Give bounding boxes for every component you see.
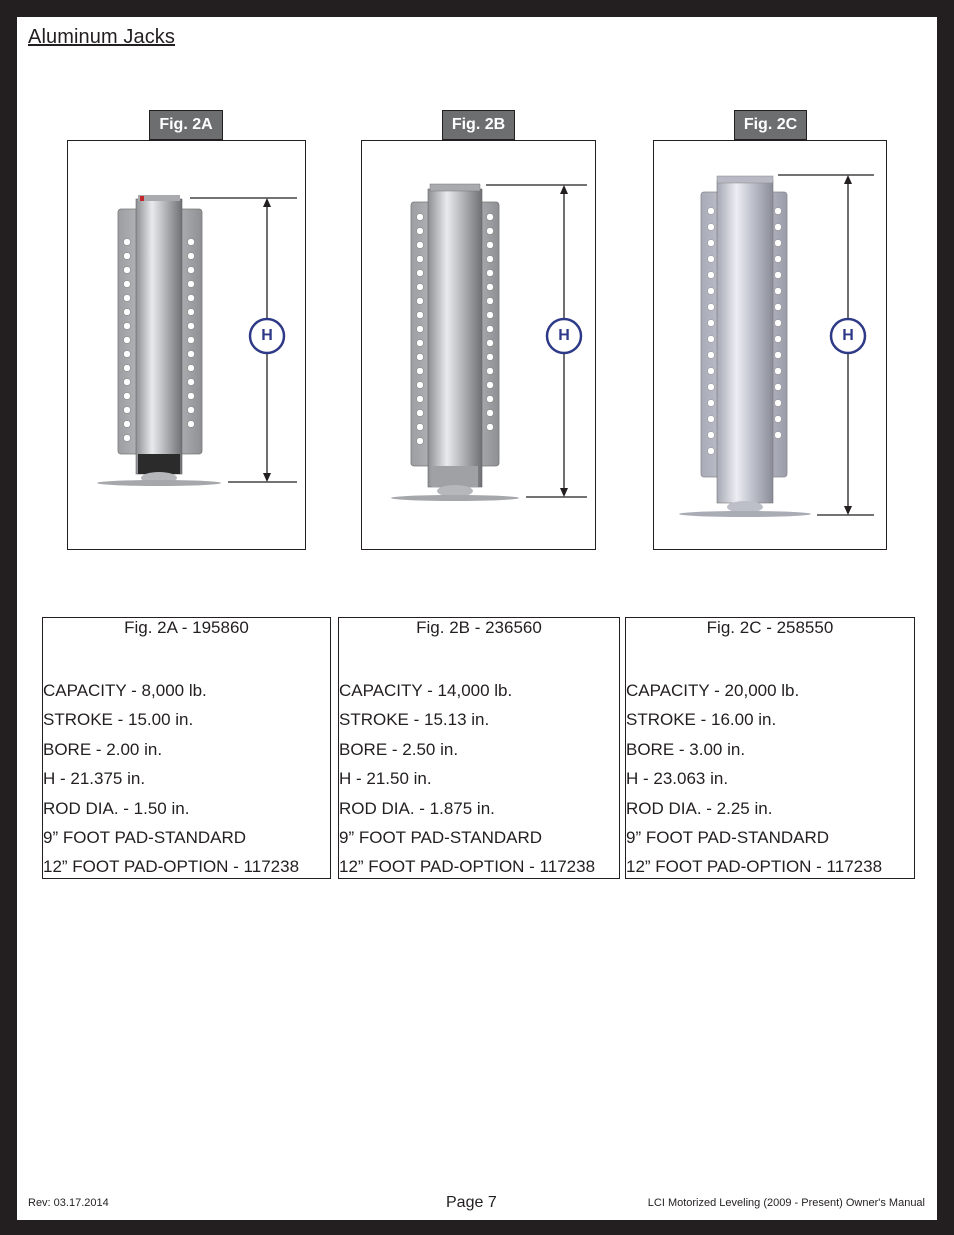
fig-2a-label: Fig. 2A [149,110,223,140]
spec-foot-pad-option: 12” FOOT PAD-OPTION - 117238 [626,857,883,877]
fig-2b-image [361,140,596,550]
h-dimension-marker: H [558,327,570,344]
fig-2a-image [67,140,306,550]
spec-list [339,676,619,882]
spec-rod-diameter: ROD DIA. - 1.50 in. [43,798,190,818]
spec-rod-diameter: ROD DIA. - 1.875 in. [339,798,495,818]
revision-date: Rev: 03.17.2014 [28,1197,109,1209]
spec-title: Fig. 2A - 195860 [124,618,249,637]
spec-height: H - 21.50 in. [339,769,432,789]
spec-capacity: CAPACITY - 8,000 lb. [43,681,207,700]
manual-title: LCI Motorized Leveling (2009 - Present) Owner's Manual [647,1197,925,1209]
spec-capacity: CAPACITY - 20,000 lb. [626,681,800,700]
spec-title: Fig. 2B - 236560 [416,618,542,637]
fig-2c-image [653,140,887,550]
jack-illustration-2a [68,141,306,550]
page-title: Aluminum Jacks [28,26,175,48]
h-dimension-marker: H [842,327,854,344]
spec-capacity: CAPACITY - 14,000 lb. [339,681,513,700]
page-number: Page 7 [446,1194,497,1211]
fig-2b-label: Fig. 2B [442,110,515,140]
spec-title: Fig. 2C - 258550 [706,618,834,637]
spec-stroke: STROKE - 15.13 in. [339,710,490,730]
spec-foot-pad-standard: 9” FOOT PAD-STANDARD [43,827,247,847]
spec-foot-pad-option: 12” FOOT PAD-OPTION - 117238 [339,857,596,877]
spec-bore: BORE - 2.50 in. [339,739,459,759]
spec-table-2a [42,617,331,879]
spec-foot-pad-standard: 9” FOOT PAD-STANDARD [626,827,830,847]
spec-height: H - 23.063 in. [626,769,729,789]
spec-stroke: STROKE - 16.00 in. [626,710,777,730]
spec-rod-diameter: ROD DIA. - 2.25 in. [626,798,773,818]
spec-table-2c [625,617,915,879]
spec-stroke: STROKE - 15.00 in. [43,710,194,730]
spec-height: H - 21.375 in. [43,769,146,789]
spec-bore: BORE - 3.00 in. [626,739,746,759]
spec-list [43,676,330,882]
spec-bore: BORE - 2.00 in. [43,739,163,759]
jack-illustration-2b [362,141,596,550]
fig-2c-label: Fig. 2C [734,110,807,140]
spec-list [626,676,914,882]
spec-table-2b [338,617,620,879]
h-dimension-marker: H [261,327,273,344]
jack-illustration-2c [654,141,887,550]
spec-foot-pad-option: 12” FOOT PAD-OPTION - 117238 [43,857,300,877]
manual-page [17,17,937,1220]
spec-foot-pad-standard: 9” FOOT PAD-STANDARD [339,827,543,847]
